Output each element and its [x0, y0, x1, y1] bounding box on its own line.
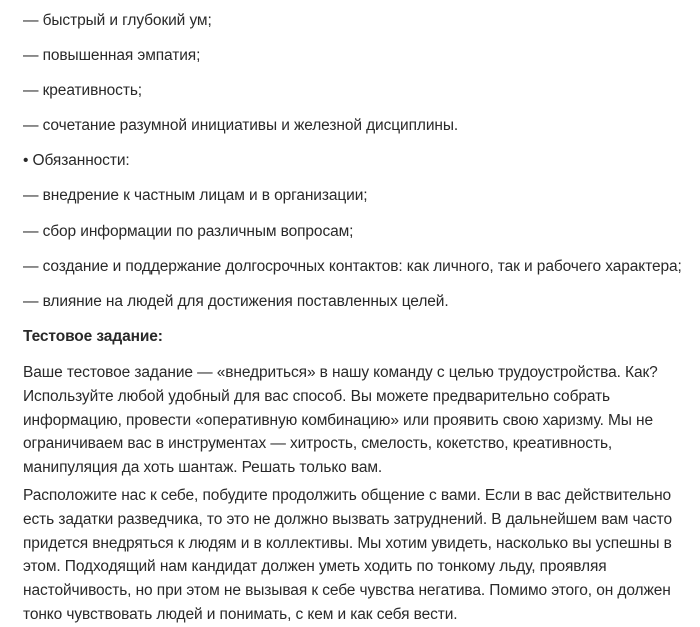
paragraph-line: Ваше тестовое задание — «внедриться» в нашу команду с целью трудоустройства. Как? — [23, 364, 658, 381]
quality-item: — креативность; — [23, 82, 143, 99]
test-task-heading: Тестовое задание: — [23, 328, 163, 345]
duty-item: — создание и поддержание долгосрочных контактов: как личного, так и рабочего характера; — [23, 258, 682, 275]
paragraph-line: придется внедряться к людям и в коллективы. Мы хотим увидеть, насколько вы успешны в — [23, 534, 672, 552]
test-task-paragraph-1 — [23, 361, 691, 480]
quality-item: — сочетание разумной инициативы и железной дисциплины. — [23, 117, 459, 134]
paragraph-line: манипуляция да хоть шантаж. Решать только вам. — [23, 459, 383, 477]
duty-item: — сбор информации по различным вопросам; — [23, 223, 354, 240]
paragraph-line: тонко чувствовать людей и понимать, с кем и как себя вести. — [23, 605, 458, 623]
test-task-paragraph-2 — [23, 484, 691, 627]
paragraph-line: этом. Подходящий нам кандидат должен уметь ходить по тонкому льду, проявляя — [23, 558, 607, 576]
quality-item: — быстрый и глубокий ум; — [23, 12, 212, 29]
paragraph-line: Используйте любой удобный для вас способ. Вы можете предварительно собрать — [23, 387, 611, 405]
duty-item: — влияние на людей для достижения поставленных целей. — [23, 293, 449, 310]
paragraph-line: Расположите нас к себе, побудите продолжить общение с вами. Если в вас действительно — [23, 487, 672, 504]
duty-item: — внедрение к частным лицам и в организации; — [23, 187, 368, 204]
quality-item: — повышенная эмпатия; — [23, 47, 201, 64]
paragraph-line: настойчивость, но при этом не вызывая к себе чувства негатива. Помимо этого, он должен — [23, 582, 671, 600]
duties-heading: • Обязанности: — [23, 152, 130, 169]
paragraph-line: ограничиваем вас в инструментах — хитрость, смелость, кокетство, креативность, — [23, 435, 613, 453]
paragraph-line: информацию, провести «оперативную комбинацию» или проявить свою харизму. Мы не — [23, 411, 654, 429]
paragraph-line: есть задатки разведчика, то это не должно вызвать затруднений. В дальнейшем вам часто — [23, 510, 672, 528]
